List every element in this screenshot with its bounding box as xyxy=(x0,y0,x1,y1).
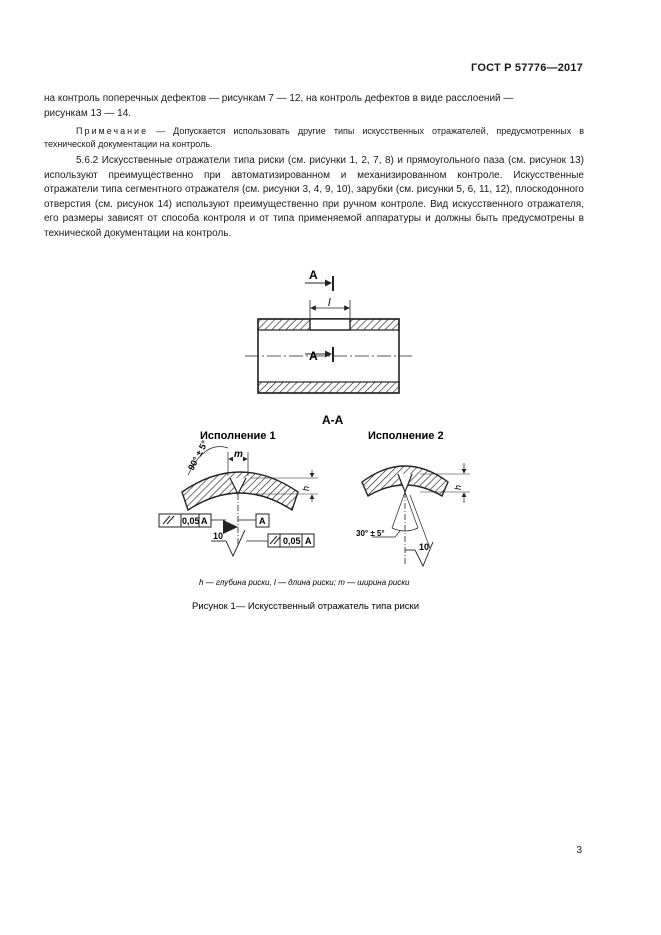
dimension-m-label: m xyxy=(234,449,243,460)
figure-legend: h — глубина риски, l — длина риски; m — ширина риски xyxy=(199,578,410,587)
paragraph-5-6-2: 5.6.2 Искусственные отражатели типа риски (см. рисунки 1, 2, 7, 8) и прямоугольного паза (см. рисунок 13) используют преимущественно при автоматизированном и механизированном контроле. Искусственные отражатели типа сегментного отражателя (см. рисунки 3, 4, 9, 10), зарубки (см. рисунки 5, 6, 11, 12), плоскодонного отверстия (см. рисунок 14) используют преимущественно при ручном контроле. Вид искусственного отражателя, его размеры зависят от способа контроля и от типа применяемой аппаратуры и должны быть предусмотрены в технической документации на контроль. xyxy=(44,155,584,239)
variant-2-section xyxy=(362,463,470,566)
tolerance-1-value: 0,05 xyxy=(182,516,200,526)
tolerance-2-datum: A xyxy=(305,536,312,546)
text-line: на контроль поперечных дефектов — рисункам 7 — 12, на контроль дефектов в виде расслоений — xyxy=(44,93,514,104)
pipe-longitudinal-view xyxy=(245,276,412,393)
variant-1-angle: 90° ± 5° xyxy=(185,438,210,472)
variant-2-dimension-h: h xyxy=(453,484,463,490)
section-title: А-А xyxy=(322,413,344,427)
section-mark-top: A xyxy=(309,268,318,282)
figure-caption: Рисунок 1— Искусственный отражатель типа риски xyxy=(192,601,420,612)
tolerance-2-value: 0,05 xyxy=(283,536,301,546)
variant-2-title: Исполнение 2 xyxy=(368,430,444,442)
variant-1-roughness: 10 xyxy=(213,531,224,541)
document-header: ГОСТ Р 57776—2017 xyxy=(471,62,583,74)
variant-1-dimension-h: h xyxy=(301,485,311,491)
note-text: — Допускается использовать другие типы искусственных отражателей, предусмотренных в технической документации на контроль. xyxy=(44,126,584,149)
dimension-l-label: l xyxy=(328,297,331,309)
variant-2-roughness: 10 xyxy=(419,542,430,552)
tolerance-1-datum: A xyxy=(201,516,208,526)
variant-1-title: Исполнение 1 xyxy=(200,430,276,442)
section-mark-bottom: A xyxy=(309,349,318,363)
note-heading: Примечание xyxy=(76,126,149,136)
variant-2-angle: 30° ± 5° xyxy=(356,529,385,538)
datum-a-label: A xyxy=(259,516,266,526)
page-number: 3 xyxy=(576,845,582,856)
text-line: рисункам 13 — 14. xyxy=(44,107,132,119)
